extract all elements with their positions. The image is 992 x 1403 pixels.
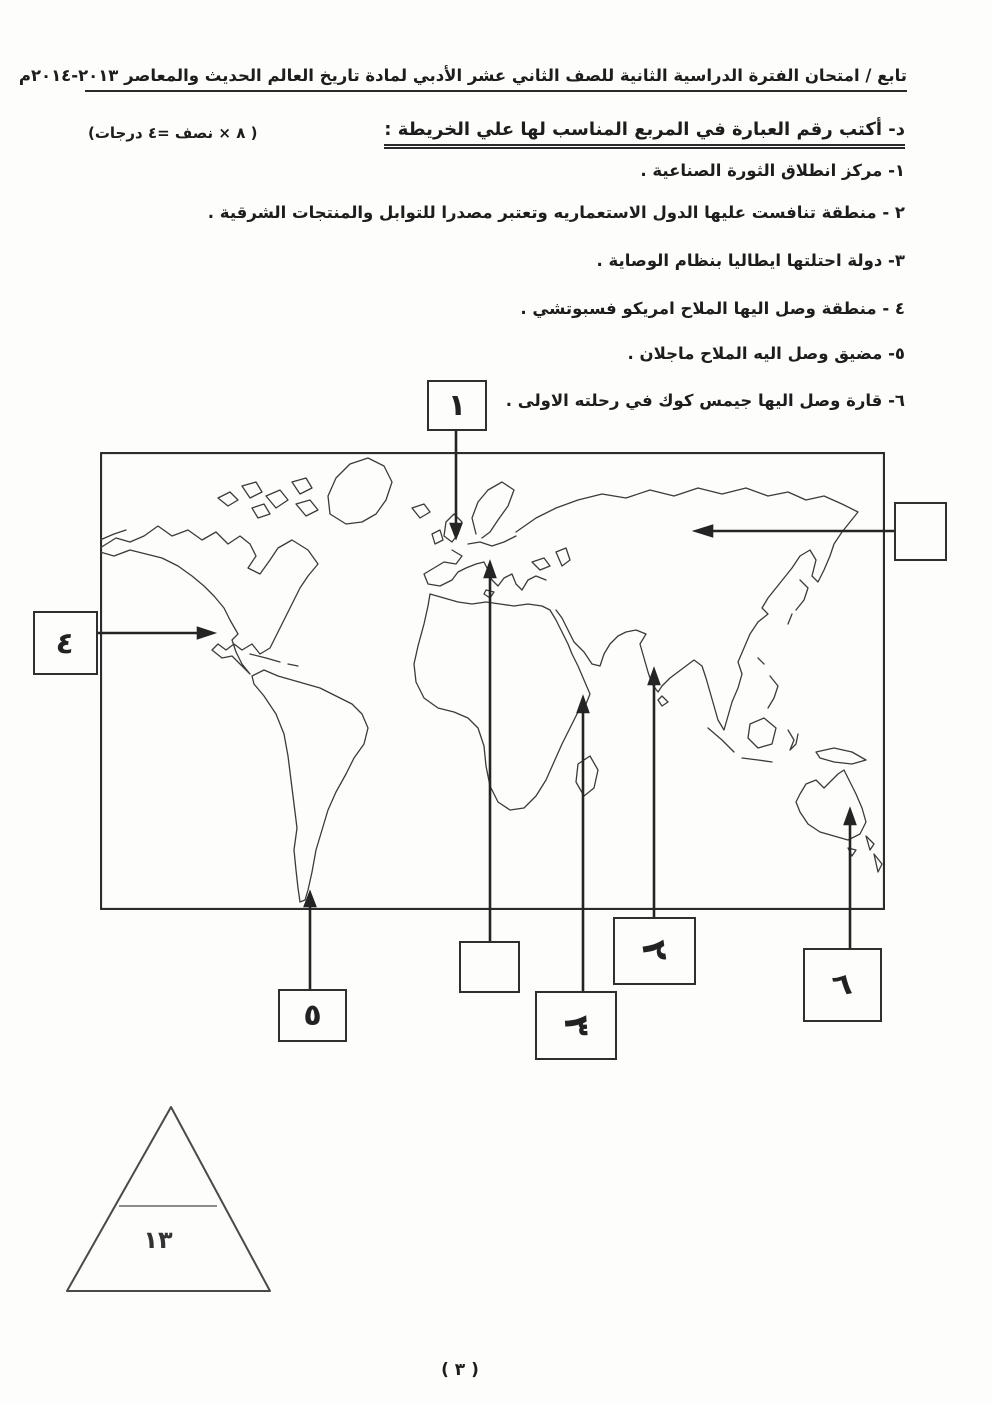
madagascar-outline [576, 756, 598, 796]
britain-outline [432, 514, 462, 544]
asia-outline [516, 488, 858, 730]
answer-box-3[interactable] [535, 991, 617, 1060]
answer-box-6-value: ٦ [829, 965, 856, 1005]
south-america-outline [252, 670, 368, 902]
page-number: ( ٣ ) [441, 1360, 479, 1380]
statement-6: ٦- قارة وصل اليها جيمس كوك في رحلته الاولى . [505, 391, 905, 410]
statement-3: ٣- دولة احتلتها ايطاليا بنظام الوصاية . [596, 251, 905, 270]
statement-5: ٥- مضيق وصل اليه الملاح ماجلان . [627, 344, 905, 363]
answer-box-5-value: ٥ [303, 998, 322, 1033]
map-frame [101, 453, 884, 909]
answer-box-4-value: ٤ [54, 624, 77, 662]
statement-1: ١- مركز انطلاق الثورة الصناعية . [640, 161, 905, 180]
statement-4: ٤ - منطقة وصل اليها الملاح امريكو فسبوتشي . [520, 299, 905, 318]
marks-note: ( ٨ × نصف =٤ درجات) [88, 124, 258, 142]
answer-box-2[interactable] [613, 917, 696, 985]
africa-outline [414, 594, 590, 810]
answer-box-6[interactable] [803, 948, 882, 1022]
pyramid-triangle [67, 1107, 270, 1291]
europe-outline [424, 550, 546, 590]
australia-outline [796, 770, 866, 840]
answer-box-3-value: ٣ [555, 1013, 597, 1038]
world-map [100, 452, 885, 910]
answer-box-center-empty[interactable] [459, 941, 520, 993]
question-title: د- أكتب رقم العبارة في المربع المناسب لها علي الخريطة : [384, 119, 905, 149]
answer-box-1-value: ١ [447, 388, 467, 423]
answer-box-east-empty[interactable] [894, 502, 947, 561]
answer-box-2-value: ٢ [633, 937, 676, 965]
statement-2: ٢ - منطقة تنافست عليها الدول الاستعماريه وتعتبر مصدرا للتوابل والمنتجات الشرقية . [207, 203, 905, 222]
answer-box-1[interactable] [427, 380, 487, 431]
pyramid-diagram [50, 1093, 290, 1303]
answer-box-4[interactable] [33, 611, 98, 675]
header-line: تابع / امتحان الفترة الدراسية الثانية للصف الثاني عشر الأدبي لمادة تاريخ العالم الحديث والمعاصر ٢٠١٣-٢٠١٤م [85, 66, 907, 92]
answer-box-5[interactable] [278, 989, 347, 1042]
north-america-outline [100, 526, 318, 674]
greenland-outline [328, 458, 392, 524]
pyramid-value: ١٣ [143, 1226, 173, 1254]
